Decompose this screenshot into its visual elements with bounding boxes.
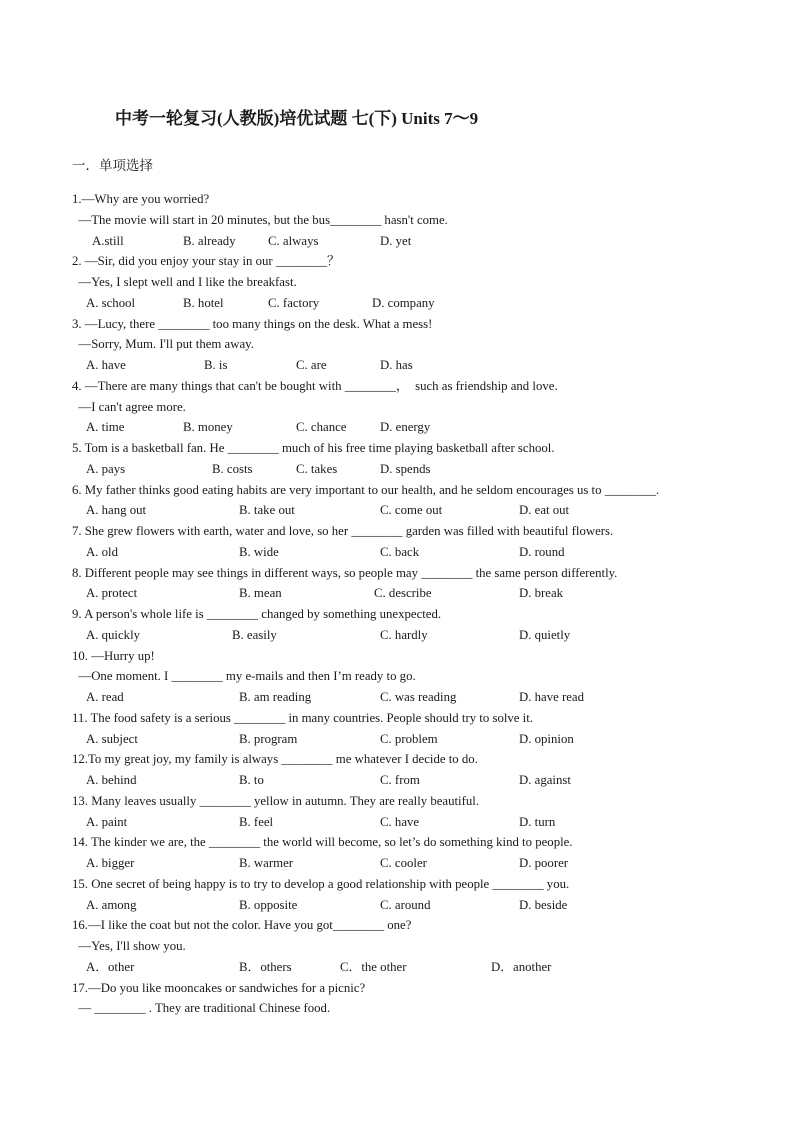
question-stem: 14. The kinder we are, the ________ the world will become, so let’s do something kind to people. <box>72 835 573 850</box>
answer-option: B. costs <box>212 461 253 476</box>
question-stem: 1.—Why are you worried? <box>72 192 210 206</box>
answer-option: D. opinion <box>519 731 574 746</box>
answer-option: B. already <box>183 233 236 248</box>
question-line: —I can't agree more. <box>72 399 186 414</box>
answer-option: D. poorer <box>519 856 569 870</box>
answer-option: C. was reading <box>380 690 457 704</box>
question-stem: 17.—Do you like mooncakes or sandwiches for a picnic? <box>72 980 366 995</box>
answer-option: B. opposite <box>239 897 298 912</box>
answer-option: D．another <box>491 959 552 974</box>
answer-option: D. beside <box>519 897 568 912</box>
answer-option: A. paint <box>86 814 128 829</box>
question-stem: 9. A person's whole life is ________ changed by something unexpected. <box>72 607 442 621</box>
answer-option: C. problem <box>380 731 438 746</box>
answer-option: C. chance <box>296 420 347 435</box>
answer-option: D. round <box>519 544 565 559</box>
answer-option: D. break <box>519 586 564 601</box>
answer-option: D. yet <box>380 233 412 248</box>
answer-option: C. come out <box>380 503 443 518</box>
answer-option: B. warmer <box>239 856 294 870</box>
answer-option: B. money <box>183 420 233 435</box>
answer-option: A．other <box>86 959 135 974</box>
answer-option: A. have <box>86 358 126 372</box>
answer-option: D. turn <box>519 814 556 829</box>
question-stem: 8. Different people may see things in different ways, so people may ________ the same person differently. <box>72 565 618 580</box>
question-stem: 2. —Sir, did you enjoy your stay in our ________？ <box>72 254 340 269</box>
answer-option: D. energy <box>380 420 431 435</box>
answer-option: C. always <box>268 233 319 248</box>
answer-option: A. subject <box>86 731 138 746</box>
question-stem: 5. Tom is a basketball fan. He ________ much of his free time playing basketball after school. <box>72 441 555 455</box>
answer-option: D. have read <box>519 690 585 704</box>
answer-option: D. against <box>519 773 571 787</box>
answer-option: D. quietly <box>519 627 571 642</box>
answer-option: C. takes <box>296 461 338 476</box>
answer-option: A. read <box>86 690 124 704</box>
question-line: — ________ . They are traditional Chinese food. <box>72 1001 331 1016</box>
question-stem: 13. Many leaves usually ________ yellow in autumn. They are really beautiful. <box>72 793 480 808</box>
answer-option: B. wide <box>239 544 279 559</box>
question-stem: 4. —There are many things that can't be bought with ________， such as friendship and love. <box>72 378 558 393</box>
answer-option: B. feel <box>239 814 274 829</box>
question-line: —One moment. I ________ my e-mails and then I’m ready to go. <box>72 669 416 684</box>
answer-option: D. has <box>380 358 413 372</box>
answer-option: A.still <box>92 233 124 248</box>
question-stem: 16.—I like the coat but not the color. Have you got________ one? <box>72 918 412 933</box>
answer-option: B. hotel <box>183 295 224 310</box>
answer-option: C. are <box>296 358 327 372</box>
answer-option: B. easily <box>232 627 277 642</box>
answer-option: A. protect <box>86 586 138 601</box>
answer-option: B. to <box>239 773 264 787</box>
answer-option: C. factory <box>268 295 320 310</box>
question-stem: 6. My father thinks good eating habits are very important to our health, and he seldom encourages us to ________. <box>72 482 660 497</box>
answer-option: C. describe <box>374 586 432 601</box>
question-line: —Yes, I slept well and I like the breakfast. <box>72 275 297 289</box>
question-stem: 7. She grew flowers with earth, water and love, so her ________ garden was filled with beautiful flowers. <box>72 524 614 538</box>
answer-option: C. cooler <box>380 856 427 870</box>
answer-option: A. old <box>86 544 118 559</box>
page-title: 中考一轮复习(人教版)培优试题 七(下) Units 7～9 <box>115 109 479 128</box>
answer-option: C. around <box>380 897 431 912</box>
answer-option: C．the other <box>340 959 407 974</box>
answer-option: A. quickly <box>86 627 141 642</box>
answer-option: A. school <box>86 295 136 310</box>
answer-option: B. mean <box>239 586 282 601</box>
question-line: —Sorry, Mum. I'll put them away. <box>72 337 254 352</box>
answer-option: C. back <box>380 544 420 559</box>
answer-option: A. pays <box>86 461 126 476</box>
answer-option: C. hardly <box>380 627 428 642</box>
answer-option: A. hang out <box>86 503 147 518</box>
answer-option: C. from <box>380 773 420 787</box>
answer-option: B. am reading <box>239 690 312 704</box>
answer-option: A. among <box>86 897 137 912</box>
question-line: —Yes, I'll show you. <box>72 939 186 953</box>
answer-option: A. bigger <box>86 856 135 870</box>
answer-option: D. spends <box>380 461 431 476</box>
question-stem: 11. The food safety is a serious ________ in many countries. People should try to solve it. <box>72 710 533 725</box>
answer-option: B．others <box>239 959 292 974</box>
question-stem: 10. —Hurry up! <box>72 648 155 663</box>
answer-option: A. behind <box>86 773 137 787</box>
question-stem: 15. One secret of being happy is to try to develop a good relationship with people ________ you. <box>72 876 570 891</box>
answer-option: D. eat out <box>519 503 570 518</box>
answer-option: A. time <box>86 420 125 435</box>
answer-option: B. take out <box>239 503 295 518</box>
question-line: —The movie will start in 20 minutes, but the bus________ hasn't come. <box>72 212 448 227</box>
answer-option: B. is <box>204 358 228 372</box>
answer-option: C. have <box>380 814 420 829</box>
question-stem: 3. —Lucy, there ________ too many things on the desk. What a mess! <box>72 316 433 331</box>
answer-option: D. company <box>372 295 435 310</box>
answer-option: B. program <box>239 731 298 746</box>
section-heading: 一．单项选择 <box>72 158 153 173</box>
question-stem: 12.To my great joy, my family is always ________ me whatever I decide to do. <box>72 752 478 767</box>
